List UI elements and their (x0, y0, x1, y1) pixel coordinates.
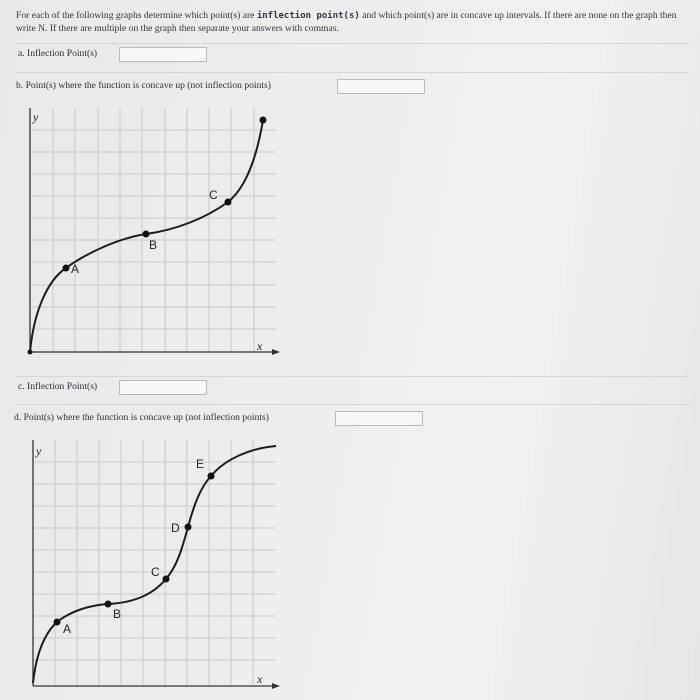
instructions-part1: For each of the following graphs determine which point(s) are (16, 10, 257, 21)
graph-2-x-arrow (272, 683, 280, 689)
graph-2-point (163, 576, 170, 583)
graph-1-y-label: y (33, 110, 39, 124)
graph-1-x-label: x (257, 339, 263, 353)
graph-2-point-label: A (63, 622, 72, 636)
graph-2-grid (33, 440, 276, 686)
graph-2-point (105, 601, 112, 608)
question-d-label: d. Point(s) where the function is concave up (not inflection points) (14, 412, 269, 423)
question-b-label: b. Point(s) where the function is concave up (not inflection points) (16, 80, 271, 91)
graph-1-point-label: C (209, 188, 218, 202)
instructions-part2: and which point(s) are in concave up intervals. If there are none on the graph then write N. If there are multiple on the graph then separate your answers with commas. (16, 10, 677, 34)
graph-2-x-label: x (257, 672, 263, 686)
graph-1-point-label: B (149, 238, 158, 252)
graph-2-point (54, 619, 61, 626)
question-a-label: a. Inflection Point(s) (18, 48, 98, 59)
question-c-label: c. Inflection Point(s) (18, 381, 98, 392)
instructions-bold: inflection point(s) (256, 11, 360, 21)
graph-2-y-label: y (36, 444, 42, 458)
graph-1-point-label: A (71, 262, 80, 276)
graph-2-point-label: D (171, 521, 180, 535)
graph-2-point-label: B (113, 607, 122, 621)
graph-2-point-label: C (151, 565, 160, 579)
graph-2-point (208, 473, 215, 480)
graph-2-point-label: E (196, 457, 205, 471)
graph-2-point (185, 524, 192, 531)
